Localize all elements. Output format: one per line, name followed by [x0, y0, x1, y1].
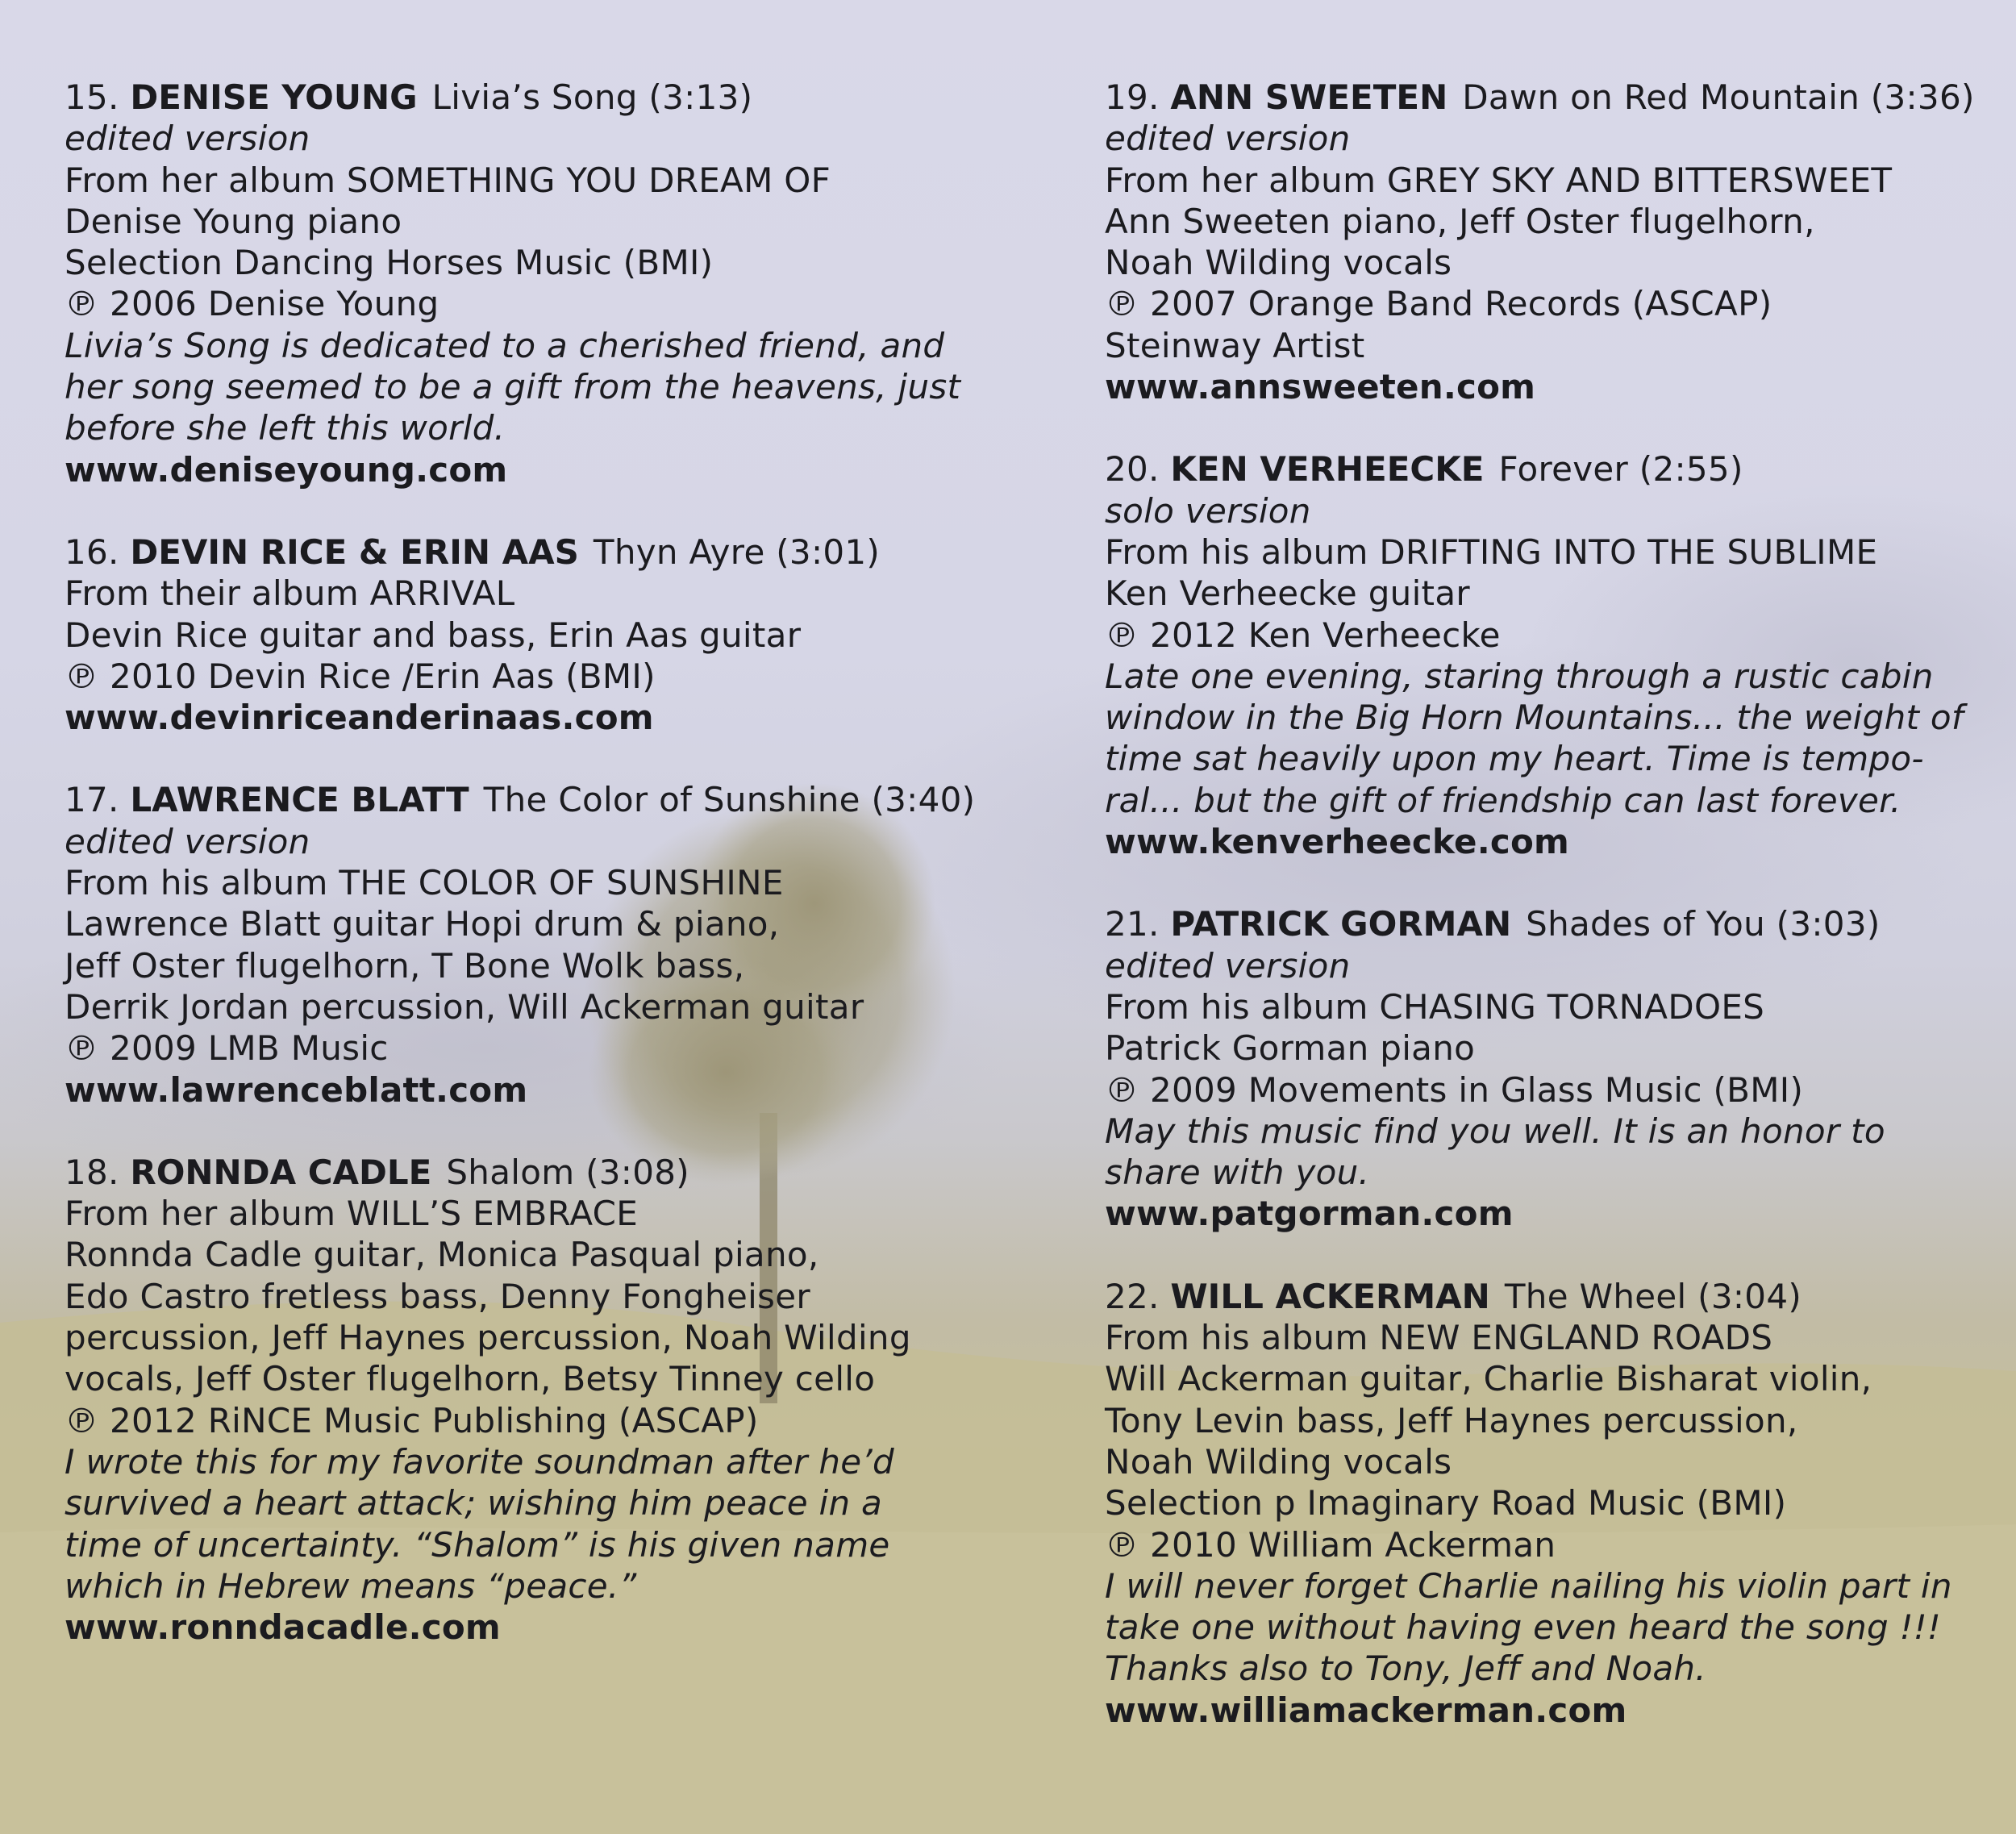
album-line: From her album WILL’S EMBRACE: [65, 1194, 639, 1234]
artist-note-line: I will never forget Charlie nailing his violin part in: [1105, 1565, 1952, 1606]
track-entry: [65, 77, 1016, 490]
credit-line: Jeff Oster flugelhorn, T Bone Wolk bass,: [65, 945, 745, 986]
track-version: solo version: [1105, 490, 1311, 531]
credit-line: vocals, Jeff Oster flugelhorn, Betsy Tinney cello: [65, 1359, 876, 1399]
artist-note-line: survived a heart attack; wishing him peace in a: [65, 1483, 883, 1523]
artist-note-line: before she left this world.: [65, 408, 506, 448]
track-number: 16.: [65, 531, 119, 572]
credit-line: ℗ 2010 William Ackerman: [1105, 1524, 1556, 1565]
track-entry: [1105, 448, 2016, 862]
track-number: 19.: [1105, 77, 1160, 117]
track-title: Forever (2:55): [1498, 449, 1743, 490]
track-entry: [1105, 903, 2016, 1234]
artist-name: DENISE YOUNG: [130, 77, 418, 117]
track-heading: [65, 77, 1016, 118]
artist-name: RONNDA CADLE: [130, 1152, 432, 1192]
credit-line: ℗ 2006 Denise Young: [65, 284, 439, 324]
artist-note-line: I wrote this for my favorite soundman after he’d: [65, 1441, 895, 1482]
track-number: 17.: [65, 780, 119, 820]
artist-note-line: share with you.: [1105, 1153, 1370, 1193]
credit-line: ℗ 2010 Devin Rice /Erin Aas (BMI): [65, 656, 656, 696]
credit-line: Tony Levin bass, Jeff Haynes percussion,: [1105, 1400, 1798, 1440]
album-line: From his album THE COLOR OF SUNSHINE: [65, 863, 784, 903]
right-column: [1105, 77, 2016, 1772]
credit-line: Ken Verheecke guitar: [1105, 573, 1470, 614]
track-heading: [65, 531, 1016, 573]
left-column: [65, 77, 1016, 1689]
track-entry: [1105, 77, 2016, 407]
artist-name: ANN SWEETEN: [1170, 77, 1448, 117]
track-heading: [1105, 903, 2016, 944]
credit-line: Noah Wilding vocals: [1105, 243, 1452, 283]
track-title: Livia’s Song (3:13): [431, 77, 753, 117]
artist-name: PATRICK GORMAN: [1170, 904, 1512, 944]
credit-line: Denise Young piano: [65, 201, 402, 241]
credit-line: Will Ackerman guitar, Charlie Bisharat violin,: [1105, 1359, 1872, 1399]
artist-website-link[interactable]: www.patgorman.com: [1105, 1194, 1514, 1234]
album-line: From his album DRIFTING INTO THE SUBLIME: [1105, 531, 1878, 572]
track-number: 20.: [1105, 449, 1160, 490]
album-line: From her album SOMETHING YOU DREAM OF: [65, 160, 831, 200]
artist-note-line: time of uncertainty. “Shalom” is his given name: [65, 1524, 890, 1565]
artist-note-line: time sat heavily upon my heart. Time is tempo-: [1105, 739, 1924, 779]
credit-line: ℗ 2012 Ken Verheecke: [1105, 615, 1501, 655]
album-line: From his album NEW ENGLAND ROADS: [1105, 1318, 1773, 1358]
track-entry: [1105, 1276, 2016, 1731]
track-entry: [65, 1152, 1016, 1649]
track-title: Dawn on Red Mountain (3:36): [1462, 77, 1975, 117]
track-title: Thyn Ayre (3:01): [593, 531, 881, 572]
track-heading: [65, 1152, 1016, 1193]
artist-website-link[interactable]: www.annsweeten.com: [1105, 367, 1536, 407]
artist-note-line: which in Hebrew means “peace.”: [65, 1565, 637, 1606]
credit-line: ℗ 2009 LMB Music: [65, 1028, 389, 1069]
credit-line: percussion, Jeff Haynes percussion, Noah Wilding: [65, 1318, 911, 1358]
track-heading: [1105, 1276, 2016, 1317]
artist-name: WILL ACKERMAN: [1170, 1276, 1490, 1316]
track-number: 21.: [1105, 904, 1160, 944]
artist-note-line: window in the Big Horn Mountains... the weight of: [1105, 698, 1964, 738]
track-number: 18.: [65, 1152, 119, 1192]
track-title: Shalom (3:08): [446, 1152, 689, 1192]
artist-website-link[interactable]: www.kenverheecke.com: [1105, 822, 1569, 862]
credit-line: ℗ 2012 RiNCE Music Publishing (ASCAP): [65, 1400, 759, 1440]
album-line: From their album ARRIVAL: [65, 573, 515, 614]
credit-line: Patrick Gorman piano: [1105, 1028, 1476, 1069]
credit-line: Edo Castro fretless bass, Denny Fongheiser: [65, 1276, 810, 1316]
credit-line: ℗ 2007 Orange Band Records (ASCAP): [1105, 284, 1772, 324]
artist-website-link[interactable]: www.lawrenceblatt.com: [65, 1069, 528, 1110]
credit-line: Selection p Imaginary Road Music (BMI): [1105, 1483, 1787, 1523]
artist-name: LAWRENCE BLATT: [130, 780, 469, 820]
track-entry: [65, 531, 1016, 738]
track-heading: [1105, 448, 2016, 490]
artist-note-line: May this music find you well. It is an honor to: [1105, 1111, 1885, 1151]
track-number: 22.: [1105, 1276, 1160, 1316]
artist-website-link[interactable]: www.devinriceanderinaas.com: [65, 698, 654, 738]
track-version: edited version: [65, 821, 310, 861]
track-version: edited version: [1105, 945, 1351, 986]
track-entry: [65, 779, 1016, 1110]
credit-line: Devin Rice guitar and bass, Erin Aas guitar: [65, 615, 802, 655]
credit-line: Steinway Artist: [1105, 325, 1365, 365]
artist-note-line: Late one evening, staring through a rustic cabin: [1105, 656, 1934, 696]
artist-name: KEN VERHEECKE: [1170, 449, 1485, 490]
track-title: Shades of You (3:03): [1526, 904, 1881, 944]
artist-website-link[interactable]: www.deniseyoung.com: [65, 449, 508, 490]
credit-line: Noah Wilding vocals: [1105, 1441, 1452, 1482]
album-line: From his album CHASING TORNADOES: [1105, 986, 1765, 1027]
artist-note-line: her song seemed to be a gift from the heavens, just: [65, 367, 961, 407]
track-heading: [65, 779, 1016, 820]
track-heading: [1105, 77, 2016, 118]
track-number: 15.: [65, 77, 119, 117]
artist-note-line: take one without having even heard the song !!!: [1105, 1607, 1942, 1648]
track-version: edited version: [65, 119, 310, 159]
track-title: The Color of Sunshine (3:40): [483, 780, 976, 820]
artist-note-line: Livia’s Song is dedicated to a cherished friend, and: [65, 325, 945, 365]
artist-note-line: Thanks also to Tony, Jeff and Noah.: [1105, 1649, 1706, 1689]
artist-name: DEVIN RICE & ERIN AAS: [130, 531, 579, 572]
credit-line: Derrik Jordan percussion, Will Ackerman guitar: [65, 986, 864, 1027]
album-line: From her album GREY SKY AND BITTERSWEET: [1105, 160, 1893, 200]
credit-line: Ann Sweeten piano, Jeff Oster flugelhorn,: [1105, 201, 1815, 241]
track-title: The Wheel (3:04): [1504, 1276, 1802, 1316]
credit-line: Lawrence Blatt guitar Hopi drum & piano,: [65, 904, 780, 944]
artist-website-link[interactable]: www.ronndacadle.com: [65, 1607, 501, 1648]
track-version: edited version: [1105, 119, 1351, 159]
credit-line: ℗ 2009 Movements in Glass Music (BMI): [1105, 1069, 1804, 1110]
credit-line: Selection Dancing Horses Music (BMI): [65, 243, 714, 283]
artist-website-link[interactable]: www.williamackerman.com: [1105, 1690, 1627, 1730]
artist-note-line: ral... but the gift of friendship can last forever.: [1105, 780, 1901, 820]
credit-line: Ronnda Cadle guitar, Monica Pasqual piano,: [65, 1235, 819, 1275]
